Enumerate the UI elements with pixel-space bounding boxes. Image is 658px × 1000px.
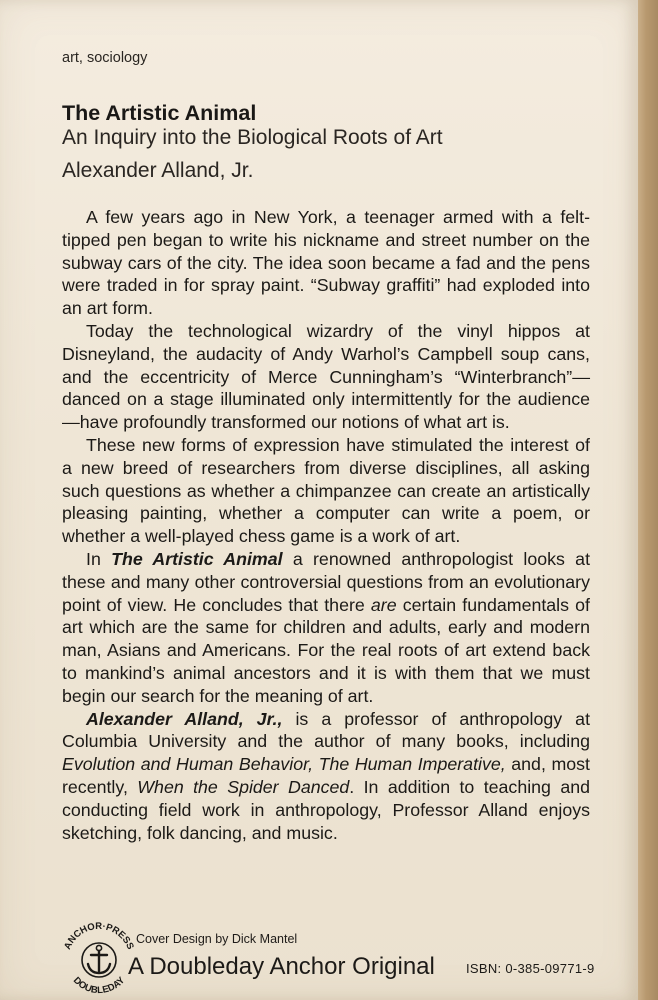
cover-design-credit: Cover Design by Dick Mantel [136,932,298,946]
p5-text-d: and, most recently, [62,754,590,797]
book-title: The Artistic Animal [62,101,257,125]
imprint-line: A Doubleday Anchor Original [128,953,435,980]
category-label: art, sociology [62,50,148,66]
p5-author-name: Alexander Alland, Jr., [86,708,283,729]
p4-text-c: a renowned anthropologist looks at these and many other controversial questions from an evolutionary point of view. He concludes that there [62,548,591,615]
p4-text-a: In [86,548,112,569]
blurb-paragraph-3: These new forms of expression have stimulated the interest of a new breed of researchers from diverse disciplines, all asking such questions as whether a chimpanzee can create an artistically pleasing painting, whether a computer can write a poem, or whether a well-played chess game is a work of art. [62,434,590,547]
logo-bottom-text: DOUBLEDAY [70,975,128,997]
p5-books: Evolution and Human Behavior, The Human Imperative, [62,754,506,775]
book-subtitle: An Inquiry into the Biological Roots of Art [62,126,443,149]
svg-text:DOUBLEDAY [71,975,128,997]
book-spine-edge [638,0,658,1000]
p4-text-e: certain fundamentals of art which are the same for children and adults, early and modern man, Asians and Americans. For the real roots of art extend back to mankind’s animal ancestors and it is with them that we must begin our search for the meaning of art. [62,594,590,706]
p4-emphasis: are [370,594,397,615]
blurb-paragraph-5 [62,708,590,845]
anchor-press-logo-icon [60,920,138,998]
book-author: Alexander Alland, Jr. [62,159,254,182]
svg-text:ANCHOR·PRESS [62,921,136,951]
blurb-paragraph-4 [62,548,590,708]
p5-recent-book: When the Spider Danced [137,776,350,797]
p4-book-title: The Artistic Animal [111,548,283,569]
blurb-paragraph-1: A few years ago in New York, a teenager armed with a felt-tipped pen began to write his nickname and street number on the subway cars of the city. The idea soon became a fad and the pens were traded in for spray paint. “Subway graffiti” had exploded into an art form. [62,207,590,319]
isbn-number: ISBN: 0-385-09771-9 [466,961,595,976]
blurb [62,206,590,844]
p5-text-f: . In addition to teaching and conducting field work in anthropology, Professor Alland enjoys sketching, folk dancing, and music. [62,776,590,843]
p5-text-b: is a professor of anthropology at Columbia University and the author of many books, including [62,708,591,752]
logo-top-text: ANCHOR·PRESS [62,920,136,952]
blurb-paragraph-2: Today the technological wizardry of the vinyl hippos at Disneyland, the audacity of Andy Warhol’s Campbell soup cans, and the eccentricity of Merce Cunningham’s “Winterbranch”—danced on a stage illuminated only intermittently for the audience—have profoundly transformed our notions of what art is. [62,320,590,433]
